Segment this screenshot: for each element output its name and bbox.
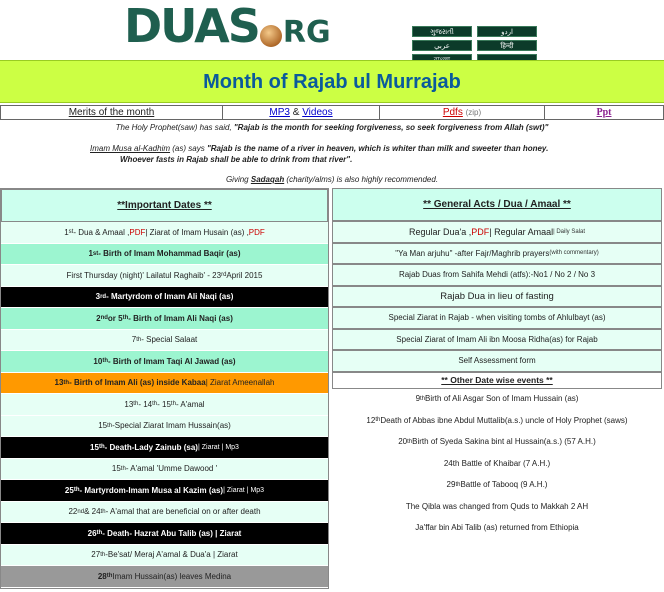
other-events-header: ** Other Date wise events **: [332, 372, 662, 389]
merits-link[interactable]: Merits of the month: [1, 106, 223, 119]
date-row-birth-imam-ali[interactable]: 13 th - Birth of Imam Ali (as) inside Kabaa | Ziarat Ameenallah: [1, 373, 328, 395]
pdfs-link[interactable]: Pdfs: [442, 107, 463, 118]
date-row-1st-dua[interactable]: 1 st - Dua & Amaal , PDF | Ziarat of Imam Husain (as) , PDF: [1, 222, 328, 244]
media-links: [223, 106, 380, 119]
page-title: Month of Rajab ul Murrajab: [203, 71, 461, 93]
event-death-abbas: 12 th Death of Abbas ibne Abdul Muttalib(a.s.) uncle of Holy Prophet (saws): [332, 410, 662, 432]
logo-org-text: RG: [282, 15, 331, 50]
date-row-martyrdom-kazim[interactable]: 25 th - Martyrdom-Imam Musa al Kazim (as) | Ziarat | Mp3: [1, 480, 328, 502]
pdfs-cell: [380, 106, 545, 119]
event-birth-ali-asgar: 9 th Birth of Ali Asgar Son of Imam Hussain (as): [332, 389, 662, 411]
dua-lieu-fasting-row[interactable]: Rajab Dua in lieu of fasting: [332, 286, 662, 308]
ppt-link[interactable]: Ppt: [596, 107, 612, 118]
regular-dua-row[interactable]: Regular Dua'a , PDF | Regular Amaal | Daily Salat: [332, 221, 662, 243]
lang-arabic-button[interactable]: عربي: [412, 40, 472, 51]
pdf-link[interactable]: PDF: [471, 226, 490, 237]
pdf-link[interactable]: PDF: [129, 227, 146, 237]
logo-globe-icon: [260, 25, 282, 47]
logo-wordmark: DUAS: [124, 0, 259, 53]
lang-gujarati-button[interactable]: ગુજરાતી: [412, 26, 472, 37]
event-jaffar-return: Ja'ffar bin Abi Talib (as) returned from Ethiopia: [332, 518, 662, 540]
date-row-birth-baqir[interactable]: 1 st - Birth of Imam Mohammad Baqir (as): [1, 244, 328, 266]
date-row-besat-meraj[interactable]: 27 th -Be'sat/ Meraj A'amal & Dua'a | Ziarat: [1, 545, 328, 567]
event-battle-khaibar: 24th Battle of Khaibar (7 A.H.): [332, 453, 662, 475]
videos-link[interactable]: Videos: [302, 107, 333, 118]
prophet-quote: The Holy Prophet(saw) has said, "Rajab is the month for seeking forgiveness, so seek forgiveness from Allah (swt)": [115, 123, 549, 132]
self-assessment-row[interactable]: Self Assessment form: [332, 350, 662, 372]
resources-menu: [0, 105, 664, 120]
date-row-martyrdom-naqi[interactable]: 3 rd - Martyrdom of Imam Ali Naqi (as): [1, 287, 328, 309]
site-header: [0, 0, 664, 60]
important-dates-table: [0, 188, 329, 589]
date-row-hussain-leaves-medina[interactable]: 28 th Imam Hussain(as) leaves Medina: [1, 566, 328, 588]
date-row-birth-jawad[interactable]: 10 th - Birth of Imam Taqi Al Jawad (as): [1, 351, 328, 373]
important-dates-header: **Important Dates **: [1, 189, 328, 222]
imam-kadhim-quote: Imam Musa al-Kadhim (as) says "Rajab is the name of a river in heaven, which is whiter than milk and sweeter than honey. Whoever fasts in Rajab shall be able to drink from that river".: [90, 144, 549, 164]
sadaqah-note: Giving Sadaqah (charity/alms) is also highly recommended.: [225, 175, 439, 184]
date-row-amaal-after-death[interactable]: 22 nd & 24 th - A'amal that are beneficial on or after death: [1, 502, 328, 524]
date-row-death-zainab[interactable]: 15 th - Death-Lady Zainub (sa) | Ziarat | Mp3: [1, 437, 328, 459]
lang-urdu-button[interactable]: اردو: [477, 26, 537, 37]
date-row-lailatul-raghaib[interactable]: First Thursday (night)' Lailatul Raghaib' - 23 rd April 2015: [1, 265, 328, 287]
mp3-link[interactable]: MP3: [269, 107, 290, 118]
date-row-special-salaat[interactable]: 7 th - Special Salaat: [1, 330, 328, 352]
duas-org-logo[interactable]: [124, 0, 386, 53]
date-row-ayyam-bidh-amaal[interactable]: 13 th - 14 th - 15 th - A'amal: [1, 394, 328, 416]
quotes-section: [0, 121, 664, 185]
event-battle-tabooq: 29 th Battle of Tabooq (9 A.H.): [332, 475, 662, 497]
event-birth-sakina: 20 th Birth of Syeda Sakina bint al Hussain(a.s.) (57 A.H.): [332, 432, 662, 454]
special-ziarat-tombs-row[interactable]: Special Ziarat in Rajab - when visiting tombs of Ahlulbayt (as): [332, 307, 662, 329]
imam-kadhim-link[interactable]: Imam Musa al-Kadhim: [90, 144, 171, 153]
ziarat-imam-ridha-row[interactable]: Special Ziarat of Imam Ali ibn Moosa Ridha(as) for Rajab: [332, 329, 662, 351]
general-acts-header: ** General Acts / Dua / Amaal **: [332, 188, 662, 221]
lang-hindi-button[interactable]: हिन्दी: [477, 40, 537, 51]
title-band: [0, 60, 664, 103]
event-qibla-change: The Qibla was changed from Quds to Makkah 2 AH: [332, 496, 662, 518]
pdf-link[interactable]: PDF: [248, 227, 265, 237]
date-row-death-abu-talib[interactable]: 26 th - Death- Hazrat Abu Talib (as) | Ziarat: [1, 523, 328, 545]
date-row-umme-dawood[interactable]: 15 th - A'amal 'Umme Dawood ': [1, 459, 328, 481]
amp-separator: &: [289, 107, 303, 118]
general-acts-table: [332, 188, 662, 539]
date-row-birth-naqi[interactable]: 2 nd or 5 th - Birth of Imam Ali Naqi (as): [1, 308, 328, 330]
date-row-ziarat-hussain[interactable]: 15 th -Special Ziarat Imam Hussain(as): [1, 416, 328, 438]
sahifa-mehdi-row[interactable]: Rajab Duas from Sahifa Mehdi (atfs):-No1 / No 2 / No 3: [332, 264, 662, 286]
zip-link[interactable]: (zip): [465, 108, 482, 117]
ppt-cell: [545, 106, 663, 119]
sadaqah-link[interactable]: Sadaqah: [250, 175, 285, 184]
ya-man-arjuhu-row[interactable]: "Ya Man arjuhu" -after Fajr/Maghrib prayers (with commentary): [332, 243, 662, 265]
